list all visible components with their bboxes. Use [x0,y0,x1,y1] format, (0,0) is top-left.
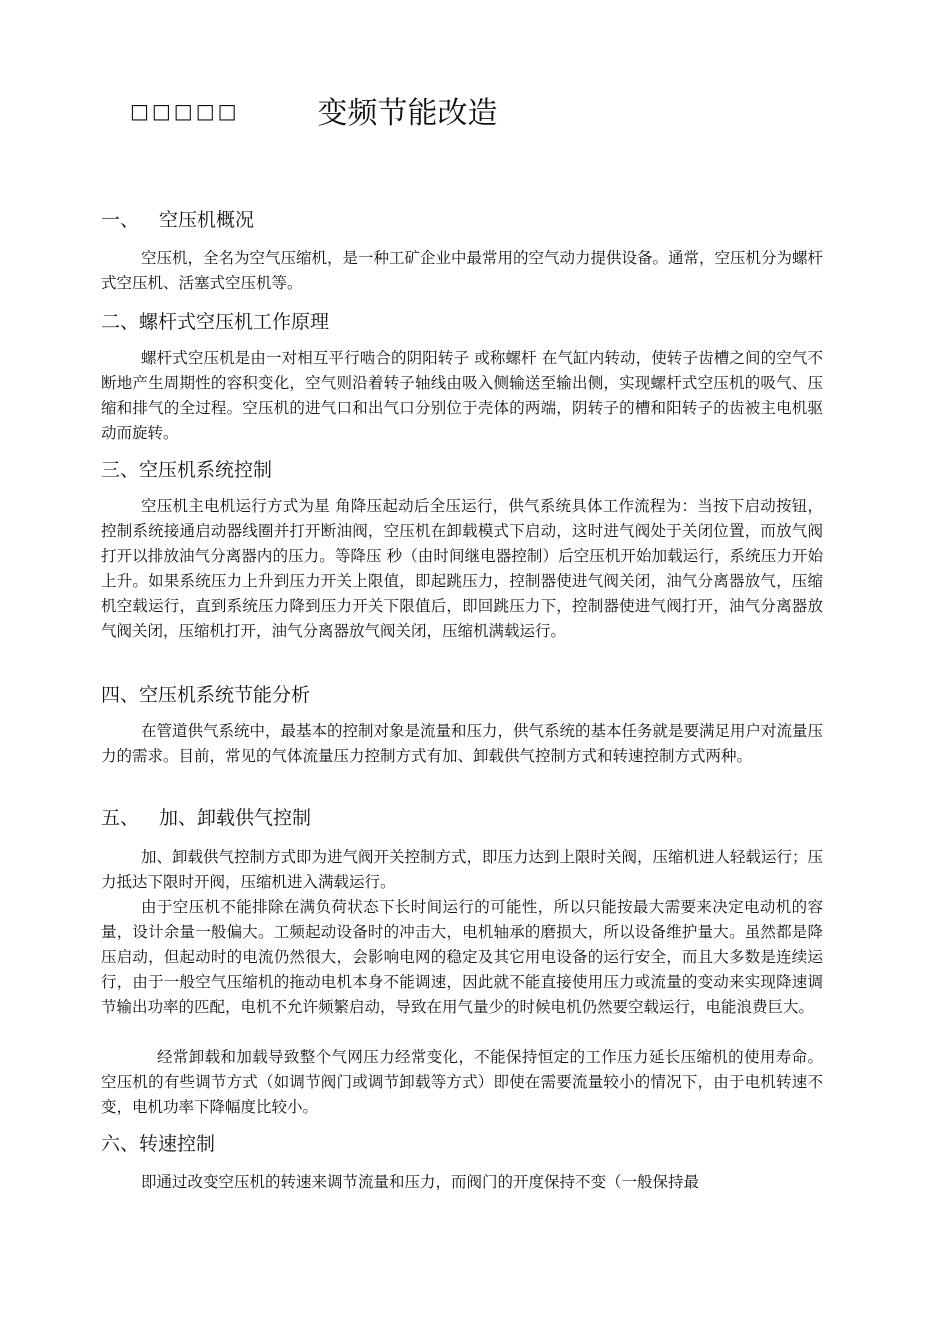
section-number: 一、 [101,209,140,231]
section-title: 空压机概况 [159,209,255,231]
section-title: 空压机系统控制 [139,459,273,481]
paragraph: 经常卸载和加载导致整个气网压力经常变化，不能保持恒定的工作压力延长压缩机的使用寿命。空压机的有些调节方式（如调节阀门或调节卸载等方式）即使在需要流量较小的情况下，由于电机转速不变，电机功率下降幅度比较小。 [101,1048,823,1116]
section-heading-3 [101,455,272,482]
section-title: 螺杆式空压机工作原理 [139,311,330,333]
paragraph: 空压机，全名为空气压缩机，是一种工矿企业中最常用的空气动力提供设备。通常，空压机分为螺杆式空压机、活塞式空压机等。 [101,249,824,292]
section-title: 空压机系统节能分析 [139,684,311,706]
title-text: 变频节能改造 [317,96,498,131]
paragraph: 螺杆式空压机是由一对相互平行啮合的阴阳转子 或称螺杆 在气缸内转动，使转子齿槽之间的空气不断地产生周期性的容积变化，空气则沿着转子轴线由吸入侧输送至输出侧，实现螺杆式空压机的吸气、压缩和排气的全过程。空压机的进气口和出气口分别位于壳体的两端，阴转子的槽和阳转子的齿被主电机驱动而旋转。 [101,349,823,442]
paragraph: 加、卸载供气控制方式即为进气阀开关控制方式，即压力达到上限时关阀，压缩机进人轻载运行；压力抵达下限时开阀，压缩机进入满载运行。 [101,848,824,891]
section-number: 二、 [101,311,140,333]
document-title [130,88,497,132]
section-number: 六、 [101,1133,140,1155]
paragraph: 空压机主电机运行方式为星 角降压起动后全压运行，供气系统具体工作流程为：当按下启动按钮，控制系统接通启动器线圈并打开断油阀，空压机在卸载模式下启动，这时进气阀处于关闭位置，而放气阀打开以排放油气分离器内的压力。等降压 秒（由时间继电器控制）后空压机开始加载运行，系统压力开始上升。如果系统压力上升到压力开关上限值，即起跳压力，控制器使进气阀关闭，油气分离器放气，压缩机空载运行，直到系统压力降到压力开关下限值后，即回跳压力下，控制器使进气阀打开，油气分离器放气阀关闭，压缩机打开，油气分离器放气阀关闭，压缩机满载运行。 [101,497,823,640]
section-number: 三、 [101,459,140,481]
section-heading-2 [101,307,329,334]
section-heading-1 [101,205,254,232]
section-title: 转速控制 [139,1133,216,1155]
paragraph: 即通过改变空压机的转速来调节流量和压力，而阀门的开度保持不变（一般保持最 [141,1173,700,1191]
title-missing-glyphs: □□□□□ [130,99,240,123]
section-number: 五、 [101,807,140,829]
section-heading-4 [101,680,310,707]
section-number: 四、 [101,684,140,706]
section-heading-6 [101,1129,215,1156]
section-heading-5 [101,803,311,830]
paragraph: 由于空压机不能排除在满负荷状态下长时间运行的可能性，所以只能按最大需要来决定电动机的容量，设计余量一般偏大。工频起动设备时的冲击大，电机轴承的磨损大，所以设备维护量大。虽然都是降压启动，但起动时的电流仍然很大，会影响电网的稳定及其它用电设备的运行安全，而且大多数是连续运行，由于一般空气压缩机的拖动电机本身不能调速，因此就不能直接使用压力或流量的变动来实现降速调节输出功率的匹配，电机不允许频繁启动，导致在用气量少的时候电机仍然要空载运行，电能浪费巨大。 [101,898,823,1016]
section-title: 加、卸载供气控制 [159,807,312,829]
paragraph: 在管道供气系统中，最基本的控制对象是流量和压力，供气系统的基本任务就是要满足用户对流量压力的需求。目前，常见的气体流量压力控制方式有加、卸载供气控制方式和转速控制方式两种。 [101,722,824,765]
